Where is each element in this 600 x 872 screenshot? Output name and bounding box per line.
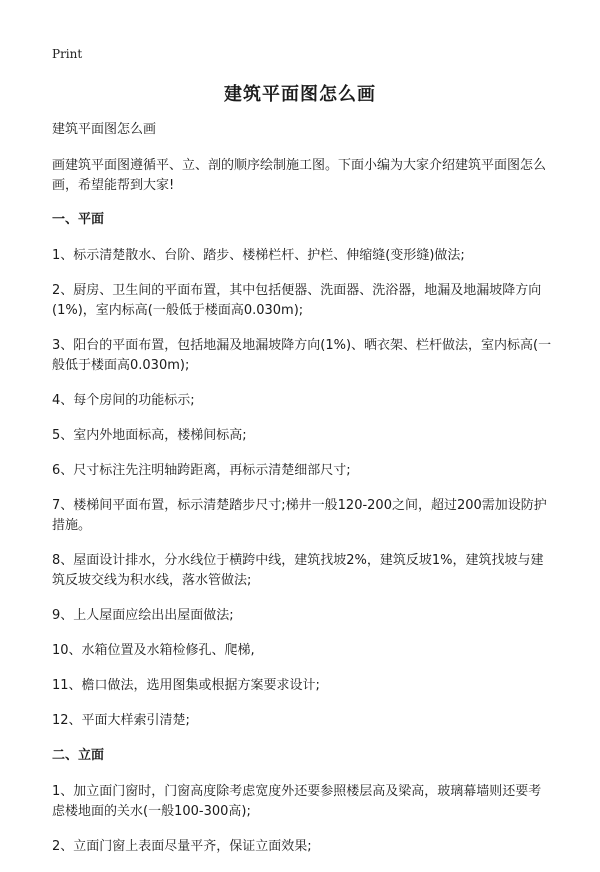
list-item: 2、厨房、卫生间的平面布置，其中包括便器、洗面器、洗浴器，地漏及地漏坡降方向(1%)，室内标高(一般低于楼面高0.030m); [52, 283, 542, 318]
list-item: 3、阳台的平面布置，包括地漏及地漏坡降方向(1%)、晒衣架、栏杆做法，室内标高(一般低于楼面高0.030m); [52, 338, 552, 373]
list-item: 7、楼梯间平面布置，标示清楚踏步尺寸;梯井一般120-200之间，超过200需加设防护措施。 [52, 498, 547, 533]
print-link[interactable]: Print [52, 47, 83, 61]
section-heading-elevation: 二、立面 [52, 748, 105, 763]
list-item: 8、屋面设计排水，分水线位于横跨中线，建筑找坡2%，建筑反坡1%，建筑找坡与建筑反坡交线为积水线，落水管做法; [52, 553, 544, 588]
list-item: 11、檐口做法，选用图集或根据方案要求设计; [52, 678, 320, 693]
list-item: 10、水箱位置及水箱检修孔、爬梯, [52, 643, 255, 658]
list-item: 1、加立面门窗时，门窗高度除考虑宽度外还要参照楼层高及梁高，玻璃幕墙则还要考虑楼地面的关水(一般100-300高); [52, 784, 542, 819]
page-title: 建筑平面图怎么画 [224, 84, 376, 105]
document-body [52, 120, 554, 872]
list-item: 5、室内外地面标高，楼梯间标高; [52, 428, 247, 443]
document-subtitle: 建筑平面图怎么画 [52, 122, 157, 137]
list-item: 1、标示清楚散水、台阶、踏步、楼梯栏杆、护栏、伸缩缝(变形缝)做法; [52, 248, 465, 263]
list-item: 9、上人屋面应绘出出屋面做法; [52, 608, 234, 623]
section-heading-plan: 一、平面 [52, 212, 105, 227]
list-item: 4、每个房间的功能标示; [52, 393, 195, 408]
list-item: 6、尺寸标注先注明轴跨距离，再标示清楚细部尺寸; [52, 463, 351, 478]
intro-paragraph: 画建筑平面图遵循平、立、剖的顺序绘制施工图。下面小编为大家介绍建筑平面图怎么画，希望能帮到大家! [52, 158, 547, 193]
list-item: 2、立面门窗上表面尽量平齐，保证立面效果; [52, 839, 312, 854]
list-item: 12、平面大样索引清楚; [52, 713, 190, 728]
